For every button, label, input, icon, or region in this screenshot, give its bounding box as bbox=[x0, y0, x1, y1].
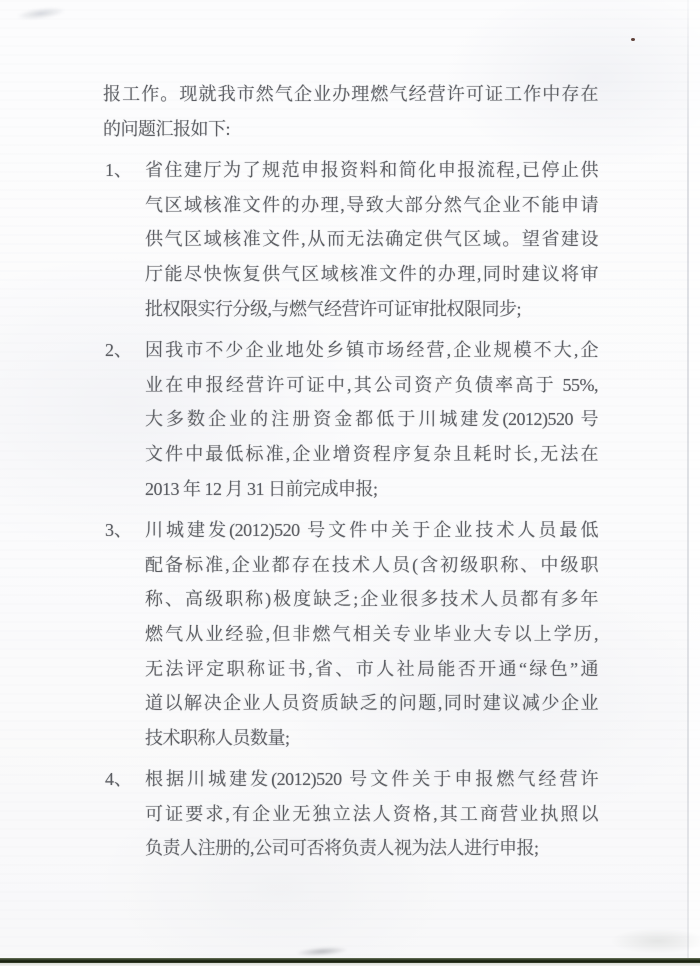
text-line: 负责人注册的,公司可否将负责人视为法人进行申报; bbox=[145, 838, 539, 859]
items-list bbox=[103, 153, 598, 866]
text-line: 因我市不少企业地处乡镇市场经营,企业规模不大,企 bbox=[145, 340, 598, 361]
item-number: 4、 bbox=[105, 769, 132, 790]
text-line: 称、高级职称)极度缺乏;企业很多技术人员都有多年 bbox=[145, 589, 598, 610]
text-line: 2013 年 12 月 31 日前完成申报; bbox=[145, 478, 378, 499]
text-line: 大多数企业的注册资金都低于川城建发(2012)520 号 bbox=[145, 409, 598, 430]
text-line: 批权限实行分级,与燃气经营许可证审批权限同步; bbox=[145, 298, 521, 319]
numbered-item bbox=[103, 153, 598, 326]
item-number: 2、 bbox=[105, 340, 132, 361]
ink-dot bbox=[631, 38, 635, 41]
text-line: 无法评定职称证书,省、市人社局能否开通“绿色”通 bbox=[145, 658, 598, 679]
scan-smudge-top-left bbox=[16, 5, 67, 22]
text-line: 供气区域核准文件,从而无法确定供气区域。望省建设 bbox=[145, 229, 598, 250]
text-line: 道以解决企业人员资质缺乏的问题,同时建议减少企业 bbox=[145, 693, 598, 714]
text-line: 文件中最低标准,企业增资程序复杂且耗时长,无法在 bbox=[145, 443, 598, 464]
text-line: 报工作。现就我市然气企业办理燃气经营许可证工作中存在 bbox=[103, 84, 598, 104]
text-line: 业在申报经营许可证中,其公司资产负债率高于 55%, bbox=[145, 374, 598, 395]
text-line: 燃气从业经验,但非燃气相关专业毕业大专以上学历, bbox=[145, 623, 598, 644]
item-body bbox=[145, 153, 598, 326]
item-body bbox=[145, 762, 598, 866]
item-body bbox=[145, 513, 598, 755]
intro-paragraph bbox=[103, 77, 598, 146]
text-line: 配备标准,企业都存在技术人员(含初级职称、中级职 bbox=[145, 554, 598, 575]
item-number: 1、 bbox=[105, 160, 132, 181]
text-line: 可证要求,有企业无独立法人资格,其工商营业执照以 bbox=[145, 803, 598, 824]
text-line: 厅能尽快恢复供气区域核准文件的办理,同时建议将审 bbox=[145, 263, 598, 284]
item-body bbox=[145, 333, 598, 506]
text-line: 的问题汇报如下: bbox=[103, 118, 231, 139]
paper-edge-right-highlight bbox=[689, 0, 700, 958]
text-line: 川城建发(2012)520 号文件中关于企业技术人员最低 bbox=[145, 520, 598, 541]
text-line: 技术职称人员数量; bbox=[145, 727, 290, 748]
scan-shadow-bottom-right bbox=[610, 928, 700, 954]
text-line: 省住建厅为了规范申报资料和简化申报流程,已停止供 bbox=[145, 160, 598, 181]
item-number: 3、 bbox=[105, 520, 132, 541]
numbered-item bbox=[103, 333, 598, 506]
text-line: 根据川城建发(2012)520 号文件关于申报燃气经营许 bbox=[145, 769, 598, 790]
numbered-item bbox=[103, 762, 598, 866]
scan-smudge-bottom bbox=[296, 945, 349, 958]
document-text-block bbox=[103, 77, 598, 866]
paper-edge-right-line bbox=[687, 0, 689, 958]
text-line: 气区域核准文件的办理,导致大部分然气企业不能申请 bbox=[145, 194, 598, 215]
numbered-item bbox=[103, 513, 598, 755]
